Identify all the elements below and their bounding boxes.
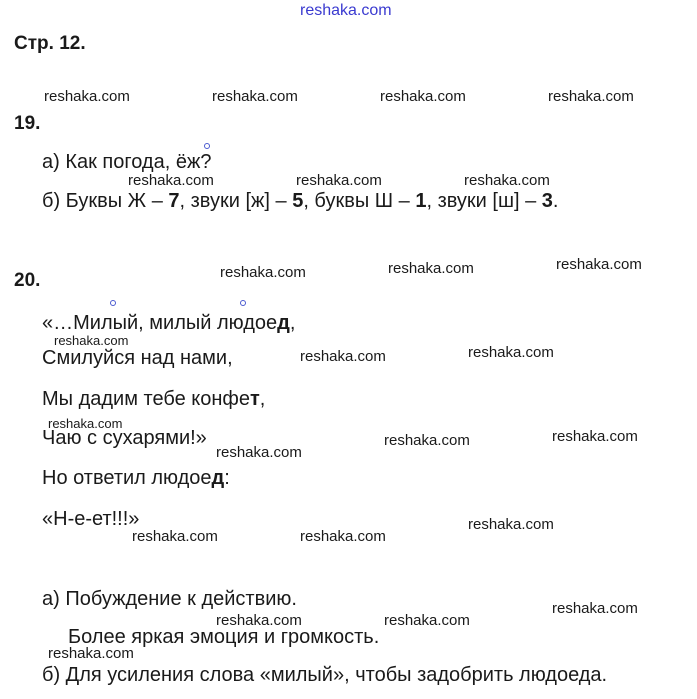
watermark: reshaka.com xyxy=(48,416,123,431)
watermark: reshaka.com xyxy=(300,348,386,365)
watermark: reshaka.com xyxy=(300,528,386,545)
watermark: reshaka.com xyxy=(388,260,474,277)
task19-b-value-2: 5 xyxy=(292,190,304,212)
task19-b-text-2: , звуки [ж] – xyxy=(179,190,293,212)
watermark: reshaka.com xyxy=(384,432,470,449)
answer-b: б) Для усиления слова «милый», чтобы задобрить людоеда. xyxy=(42,664,608,686)
watermark: reshaka.com xyxy=(128,172,214,189)
poem-line-1-bold-letter: д xyxy=(277,312,290,334)
watermark: reshaka.com xyxy=(216,444,302,461)
watermark: reshaka.com xyxy=(296,172,382,189)
poem-line-3-bold-letter: т xyxy=(250,388,260,410)
task19-b-text-1: б) Буквы Ж – xyxy=(42,190,169,212)
task19-b-text-5: . xyxy=(552,190,559,212)
poem-line-1 xyxy=(42,312,295,335)
watermark: reshaka.com xyxy=(132,528,218,545)
page-title: Стр. 12. xyxy=(14,33,86,54)
poem-line-3-text: Мы дадим тебе конфе xyxy=(42,388,250,410)
watermark: reshaka.com xyxy=(54,333,129,348)
poem-line-6: «Н-е-ет!!!» xyxy=(42,508,140,530)
watermark: reshaka.com xyxy=(468,516,554,533)
poem-line-5-bold-letter: д xyxy=(211,467,225,489)
task19-b-value-4: 3 xyxy=(541,190,553,212)
watermark: reshaka.com xyxy=(548,88,634,105)
poem-line-3 xyxy=(42,388,265,411)
answer-a: а) Побуждение к действию. xyxy=(42,588,297,610)
stress-mark-icon xyxy=(110,300,116,306)
watermark: reshaka.com xyxy=(212,88,298,105)
task-number-20: 20. xyxy=(14,270,41,291)
task19-b-text-4: , звуки [ш] – xyxy=(426,190,542,212)
watermark: reshaka.com xyxy=(552,600,638,617)
watermark: reshaka.com xyxy=(468,344,554,361)
watermark: reshaka.com xyxy=(556,256,642,273)
watermark: reshaka.com xyxy=(216,612,302,629)
stress-mark-icon xyxy=(240,300,246,306)
watermark: reshaka.com xyxy=(380,88,466,105)
site-header: reshaka.com xyxy=(300,2,392,19)
task-number-19: 19. xyxy=(14,113,41,134)
poem-line-4: Чаю с сухарями!» xyxy=(42,427,207,449)
task19-b-value-1: 7 xyxy=(168,190,180,212)
watermark: reshaka.com xyxy=(48,645,134,662)
poem-line-1-end: , xyxy=(289,312,296,334)
poem-line-5-end: : xyxy=(224,467,230,489)
watermark: reshaka.com xyxy=(552,428,638,445)
poem-line-1-text: «…Милый, милый людое xyxy=(42,312,278,334)
poem-line-5-text: Но ответил людое xyxy=(42,467,212,489)
watermark: reshaka.com xyxy=(384,612,470,629)
watermark: reshaka.com xyxy=(464,172,550,189)
watermark: reshaka.com xyxy=(44,88,130,105)
poem-line-3-end: , xyxy=(259,388,266,410)
stress-mark-icon xyxy=(204,143,210,149)
task19-b-value-3: 1 xyxy=(415,190,427,212)
task19-line-b xyxy=(42,190,558,213)
task19-b-text-3: , буквы Ш – xyxy=(303,190,416,212)
poem-line-2: Смилуйся над нами, xyxy=(42,347,233,369)
poem-line-5 xyxy=(42,467,230,490)
answer-a-continuation: Более яркая эмоция и громкость. xyxy=(68,626,380,648)
task19-line-a: а) Как погода, ёж? xyxy=(42,151,212,173)
watermark: reshaka.com xyxy=(220,264,306,281)
